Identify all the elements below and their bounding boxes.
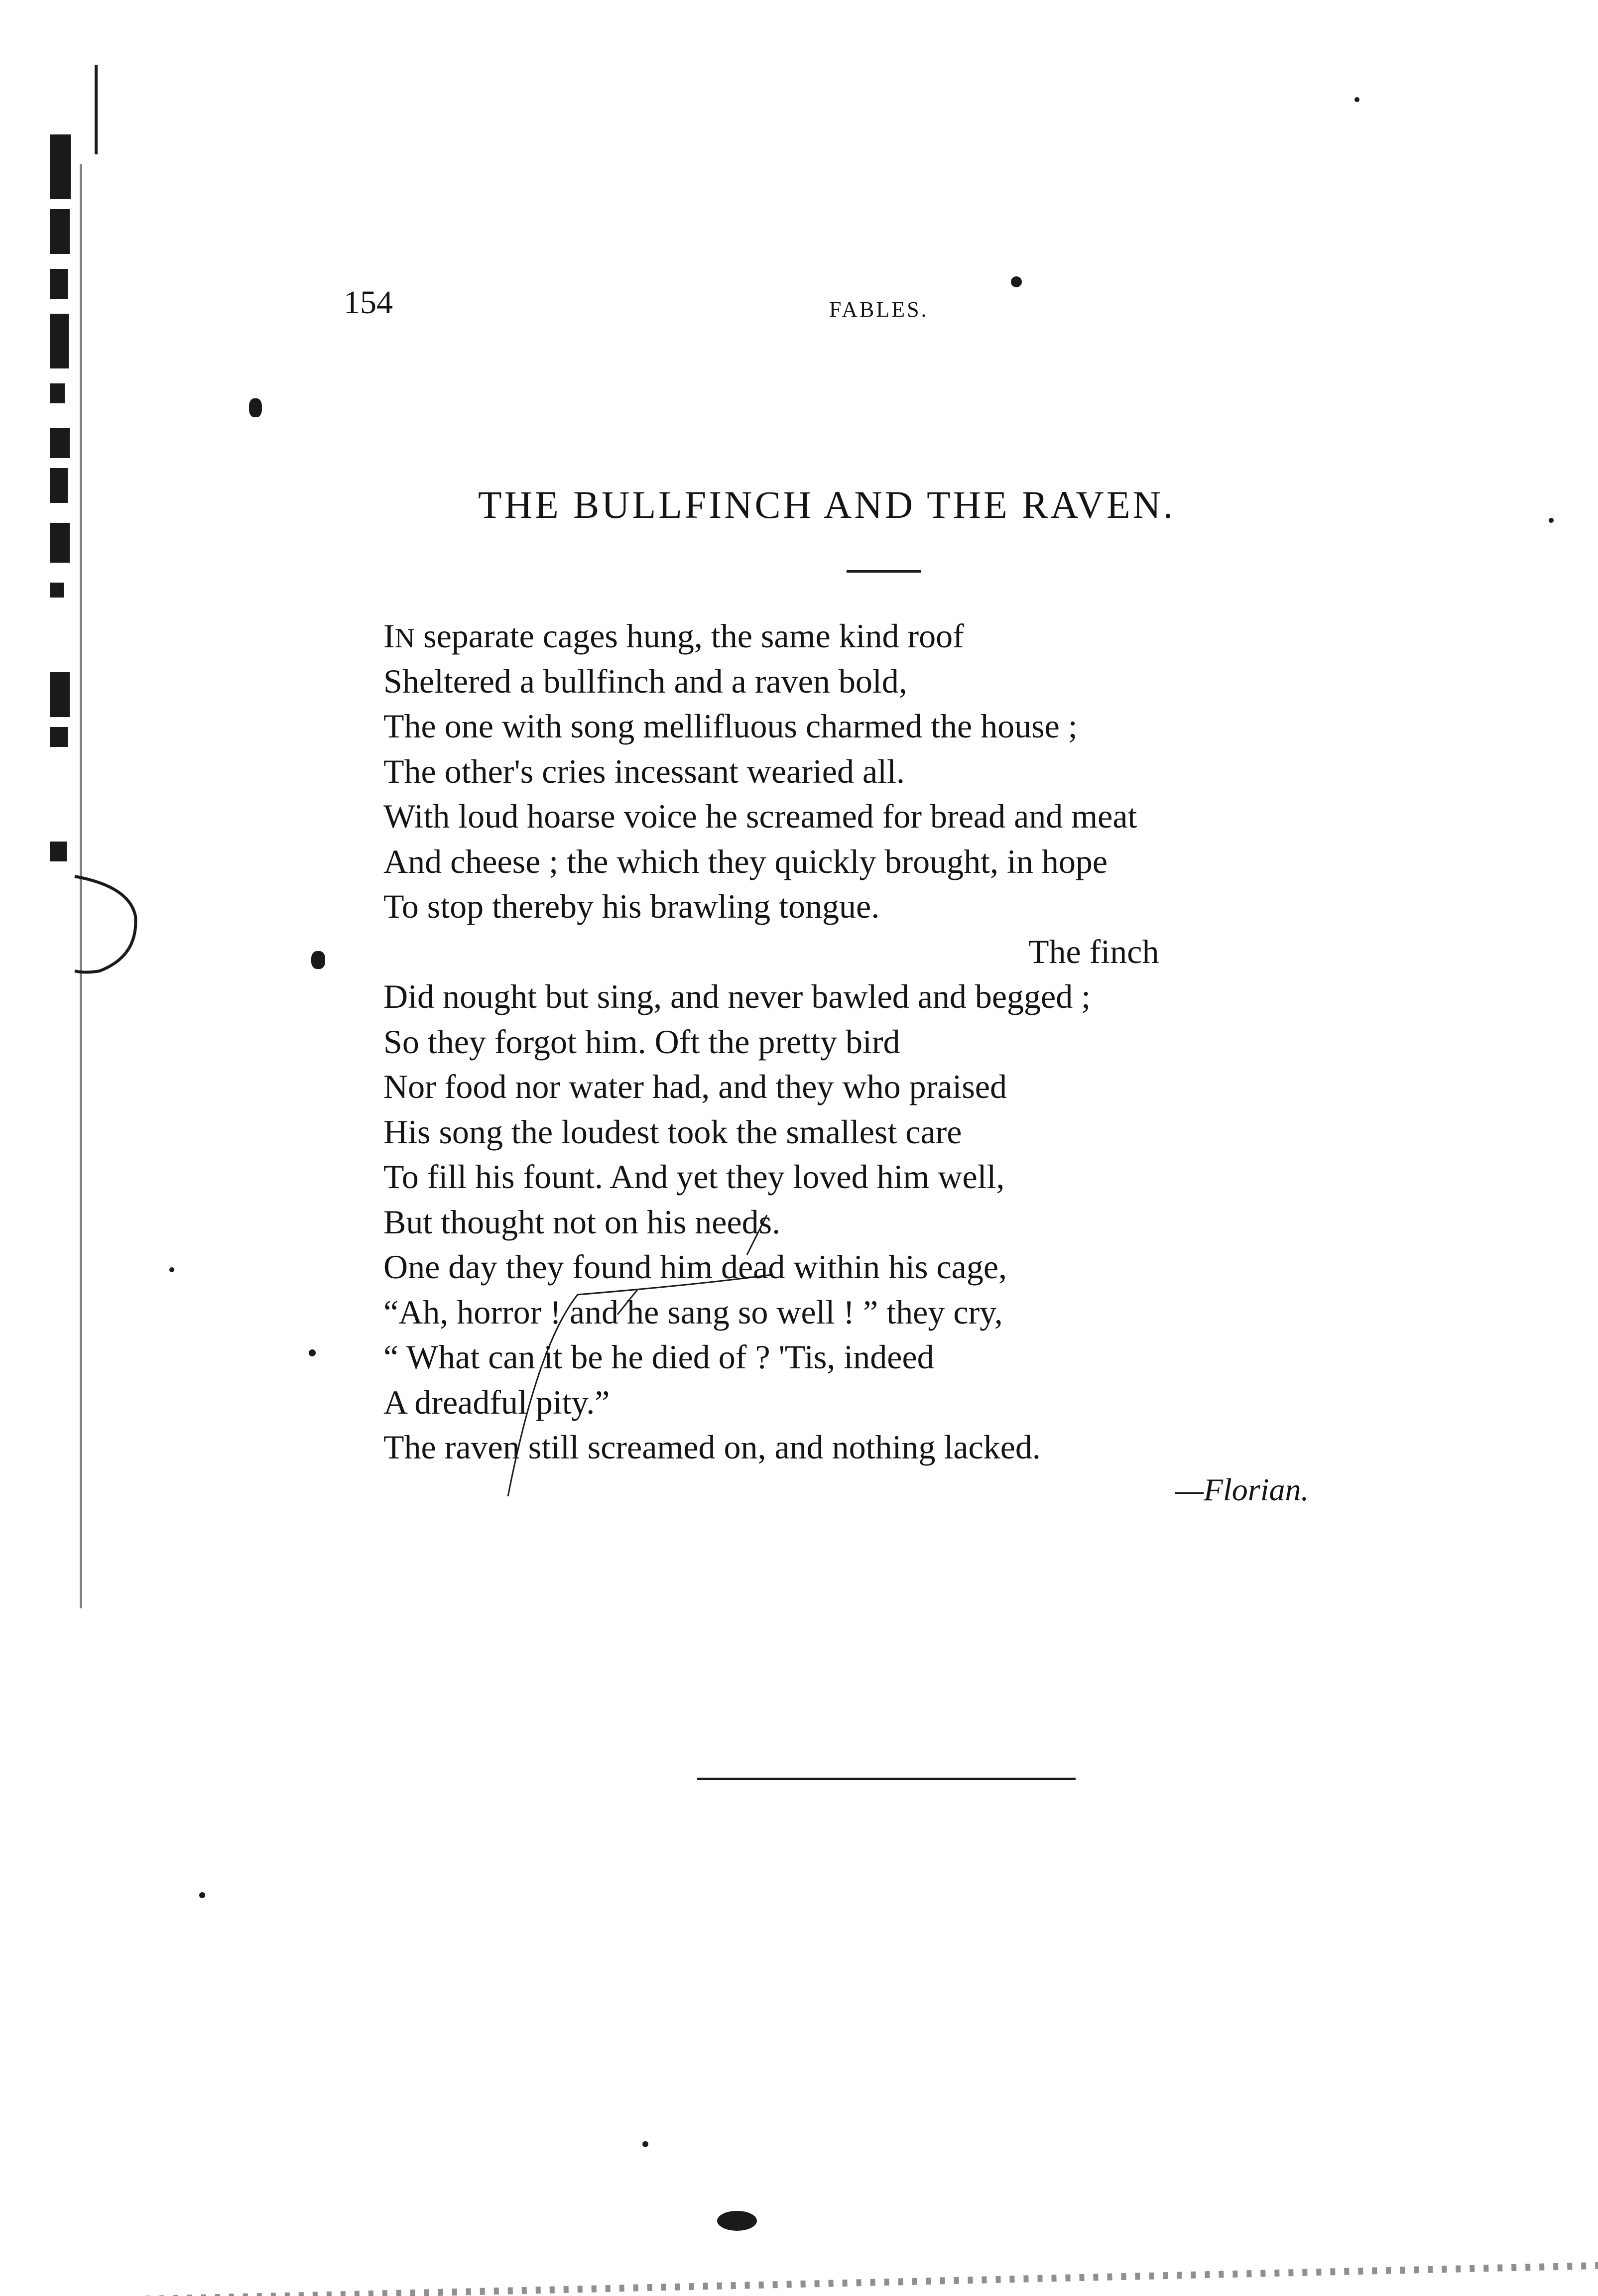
page-number: 154 [344, 284, 393, 321]
poem-line: His song the loudest took the smallest care [383, 1112, 962, 1151]
poem-line-text: separate cages hung, the same kind roof [415, 617, 964, 655]
running-head: FABLES. [829, 297, 929, 322]
ink-spot [1011, 276, 1022, 287]
poem-line: A dreadful pity.” [383, 1383, 610, 1421]
ink-spot [1549, 518, 1554, 523]
ink-spot [309, 1349, 316, 1356]
poem-line: Sheltered a bullfinch and a raven bold, [383, 662, 907, 700]
end-rule [697, 1778, 1076, 1780]
poem-line: “ What can it be he died of ? 'Tis, indeed [383, 1338, 934, 1376]
initial-smallcaps: N [394, 623, 415, 654]
poem-line: The one with song mellifluous charmed the house ; [383, 707, 1078, 745]
poem-line: Did nought but sing, and never bawled and begged ; [383, 977, 1091, 1015]
poem-line: The finch [1028, 932, 1159, 970]
poem-line: With loud hoarse voice he screamed for bread and meat [383, 797, 1137, 835]
poem-line: And cheese ; the which they quickly brought, in hope [383, 842, 1108, 880]
attribution: —Florian. [1175, 1472, 1309, 1507]
ink-spot [642, 2141, 648, 2147]
ink-spot [717, 2211, 757, 2231]
poem-line: Nor food nor water had, and they who praised [383, 1068, 1007, 1105]
poem-line: The raven still screamed on, and nothing lacked. [383, 1428, 1041, 1466]
poem-line: One day they found him dead within his cage, [383, 1248, 1007, 1286]
poem-line: To stop thereby his brawling tongue. [383, 887, 880, 925]
poem-line: So they forgot him. Oft the pretty bird [383, 1022, 900, 1061]
drop-initial: I [383, 617, 395, 655]
poem-line: “Ah, horror ! and he sang so well ! ” they cry, [383, 1293, 1003, 1331]
title-rule [847, 570, 921, 573]
ink-spot [249, 398, 262, 417]
poem-title: THE BULLFINCH AND THE RAVEN. [478, 483, 1176, 526]
poem-body [383, 613, 1379, 1470]
ink-spot [311, 951, 325, 969]
poem-line: But thought not on his needs. [383, 1203, 781, 1241]
ink-spot [199, 1892, 205, 1898]
poem-line [383, 613, 1379, 659]
poem-line: To fill his fount. And yet they loved him well, [383, 1158, 1005, 1196]
ink-spot [1354, 97, 1359, 102]
poem-line: The other's cries incessant wearied all. [383, 752, 905, 790]
ink-spot [169, 1267, 174, 1272]
